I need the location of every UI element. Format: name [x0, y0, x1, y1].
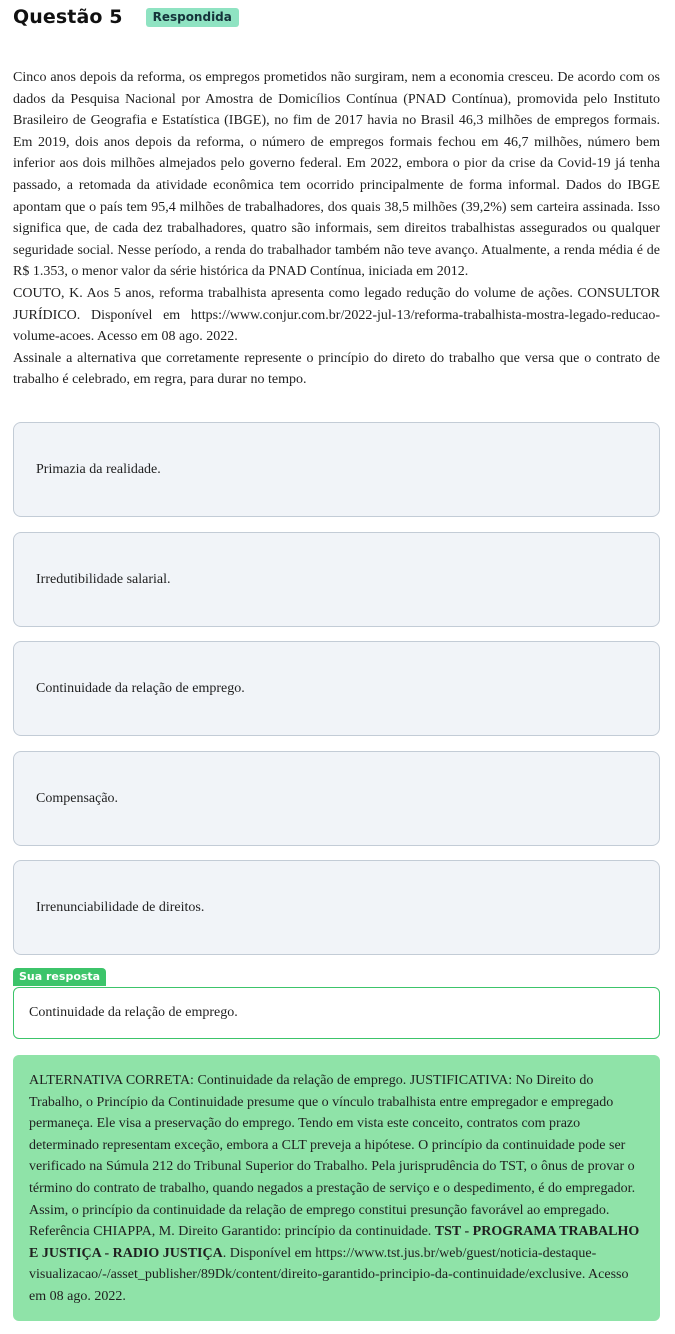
question-header [13, 4, 239, 30]
feedback-text-main: ALTERNATIVA CORRETA: Continuidade da relação de emprego. JUSTIFICATIVA: No Direito do Trabalho, o Princípio da Continuidade presume que o vínculo trabalhista entre empregador e empregado permaneça. Ele visa a preservação do emprego. Tendo em vista este conceito, contratos com prazo determinado representam exceção, embora a CLT preveja a hipótese. O princípio da continuidade pode ser verificado na Súmula 212 do Tribunal Superior do Trabalho. Pela jurisprudência do TST, o ônus de provar o término do contrato de trabalho, quando negados a prestação de serviço e o despedimento, é do empregador. Assim, o princípio da continuidade da relação de emprego constitui presunção favorável ao empregado. Referência CHIAPPA, M. Direito Garantido: princípio da continuidade. [29, 1073, 636, 1240]
status-badge: Respondida [146, 8, 239, 27]
option-a[interactable]: Primazia da realidade. [13, 422, 660, 517]
question-paragraph-context: Cinco anos depois da reforma, os empregos prometidos não surgiram, nem a economia cresceu. De acordo com os dados da Pesquisa Nacional por Amostra de Domicílios Contínua (PNAD Contínua), promovida pelo Instituto Brasileiro de Geografia e Estatística (IBGE), no fim de 2017 havia no Brasil 46,3 milhões de empregos formais. Em 2019, dois anos depois da reforma, o número de empregos formais fechou em 46,7 milhões, número bem inferior aos dois milhões almejados pelo governo federal. Em 2022, embora o pior da crise da Covid-19 já tenha passado, a retomada da atividade econômica tem ocorrido principalmente de forma informal. Dados do IBGE apontam que o país tem 95,4 milhões de trabalhadores, dos quais 38,5 milhões (39,2%) sem carteira assinada. Isso significa que, de cada dez trabalhadores, quatro são informais, sem direitos trabalhistas assegurados ou qualquer seguridade social. Nesse período, a renda do trabalhador também não teve avanço. Atualmente, a renda média é de R$ 1.353, o menor valor da série histórica da PNAD Contínua, iniciada em 2012. [13, 70, 660, 280]
feedback-source-bold: TST - PROGRAMA TRABALHO E JUSTIÇA - RADIO JUSTIÇA [29, 1224, 640, 1261]
your-answer-value: Continuidade da relação de emprego. [29, 1005, 238, 1020]
question-statement [13, 67, 660, 391]
question-paragraph-prompt: Assinale a alternativa que corretamente represente o princípio do direto do trabalho que versa que o contrato de trabalho é celebrado, em regra, para durar no tempo. [13, 350, 660, 388]
option-b[interactable]: Irredutibilidade salarial. [13, 532, 660, 627]
your-answer-tag: Sua resposta [13, 968, 106, 986]
feedback-text-reference: . Disponível em https://www.tst.jus.br/web/guest/noticia-destaque-visualizacao/-/asset_publisher/89Dk/content/direito-garantido-principio-da-continuidade/exclusive. Acesso em 08 ago. 2022. [29, 1245, 629, 1304]
your-answer-box [13, 987, 660, 1039]
option-d[interactable]: Compensação. [13, 751, 660, 846]
question-paragraph-reference: COUTO, K. Aos 5 anos, reforma trabalhista apresenta como legado redução do volume de ações. CONSULTOR JURÍDICO. Disponível em https://www.conjur.com.br/2022-jul-13/reforma-trabalhista-mostra-legado-reducao-volume-acoes. Acesso em 08 ago. 2022. [13, 285, 660, 345]
question-title: Questão 5 [13, 6, 123, 28]
option-e[interactable]: Irrenunciabilidade de direitos. [13, 860, 660, 955]
feedback-panel [13, 1055, 660, 1321]
option-c[interactable]: Continuidade da relação de emprego. [13, 641, 660, 736]
